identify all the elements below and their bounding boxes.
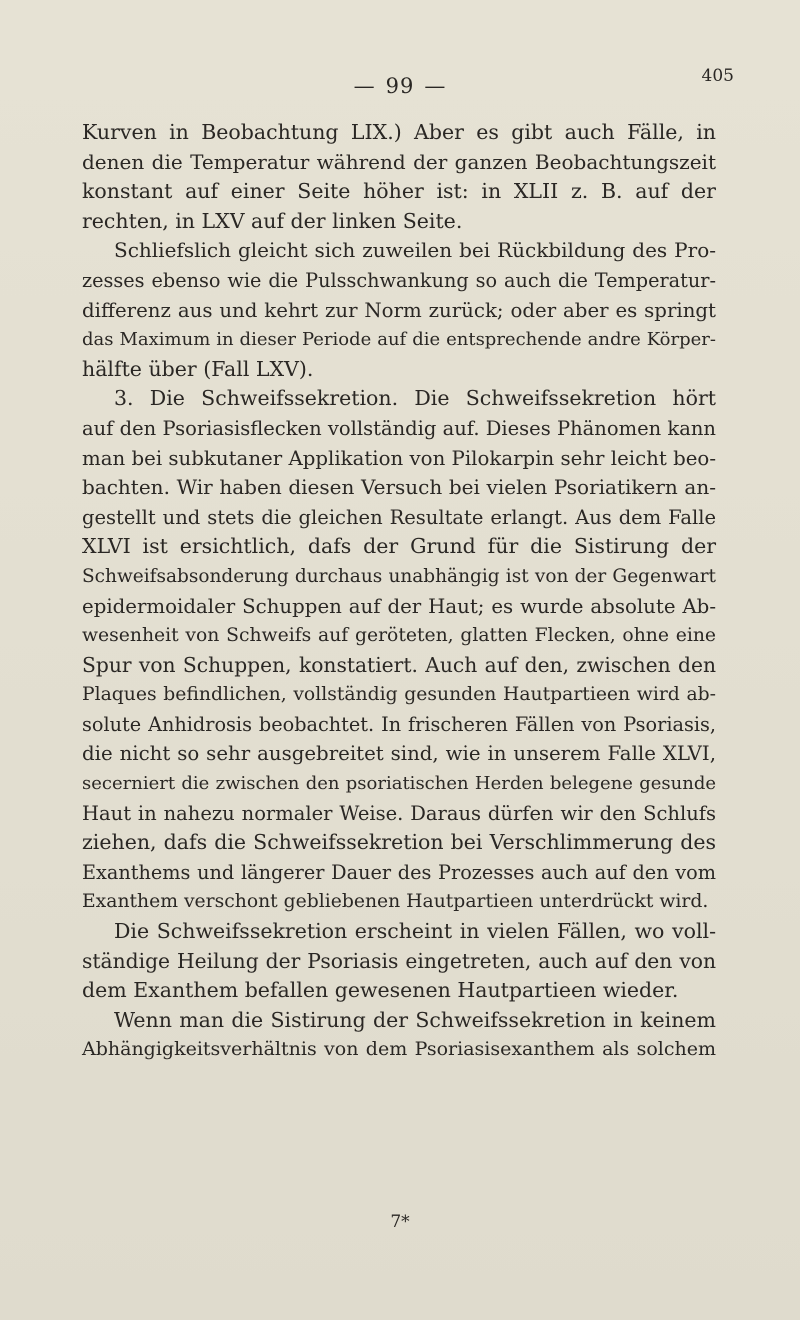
page-number: 99: [385, 74, 415, 98]
text-line: hälfte über (Fall LXV).: [82, 356, 314, 381]
text-line: differenz aus und kehrt zur Norm zurück; oder aber es springt: [82, 298, 716, 322]
text-line: Schliefslich gleicht sich zuweilen bei Rückbildung des Pro-: [114, 238, 716, 263]
text-line: XLVI ist ersichtlich, dafs der Grund für die Sistirung der: [82, 534, 716, 559]
text-line: Die Schweifssekretion erscheint in vielen Fällen, wo voll-: [114, 919, 716, 944]
text-line: wesenheit von Schweifs auf geröteten, glatten Flecken, ohne eine: [82, 625, 716, 647]
text-line: bachten. Wir haben diesen Versuch bei vielen Psoriatikern an-: [82, 475, 716, 500]
leaf-number: 405: [701, 66, 734, 86]
text-line: Haut in nahezu normaler Weise. Daraus dürfen wir den Schlufs: [82, 801, 716, 825]
text-line: auf den Psoriasisflecken vollständig auf. Dieses Phänomen kann: [82, 416, 716, 440]
text-line: zesses ebenso wie die Pulsschwankung so auch die Temperatur-: [82, 268, 716, 292]
text-line: man bei subkutaner Applikation von Pilokarpin sehr leicht beo-: [82, 446, 716, 470]
text-line: Exanthem verschont gebliebenen Hautpartieen unterdrückt wird.: [82, 891, 709, 913]
page-header: — 99 —: [353, 74, 447, 98]
text-line: Wenn man die Sistirung der Schweifssekretion in keinem: [114, 1007, 716, 1032]
text-line: solute Anhidrosis beobachtet. In frischeren Fällen von Psoriasis,: [82, 712, 716, 736]
text-line: das Maximum in dieser Periode auf die entsprechende andre Körper-: [82, 329, 716, 351]
section-heading-line: 3. Die Schweifssekretion. Die Schweifssekretion hört: [114, 386, 716, 411]
text-line: konstant auf einer Seite höher ist: in XLII z. B. auf der: [82, 179, 716, 204]
text-line: dem Exanthem befallen gewesenen Hautpartieen wieder.: [82, 978, 679, 1003]
text-line: gestellt und stets die gleichen Resultate erlangt. Aus dem Falle: [82, 505, 716, 529]
text-line: ziehen, dafs die Schweifssekretion bei Verschlimmerung des: [82, 830, 716, 855]
text-line: Kurven in Beobachtung LIX.) Aber es gibt auch Fälle, in: [82, 120, 716, 144]
text-line: Exanthems und längerer Dauer des Prozesses auch auf den vom: [82, 860, 716, 884]
text-line: die nicht so sehr ausgebreitet sind, wie in unserem Falle XLVI,: [82, 742, 716, 766]
text-line: Abhängigkeitsverhältnis von dem Psoriasisexanthem als solchem: [82, 1038, 716, 1061]
text-line: Spur von Schuppen, konstatiert. Auch auf den, zwischen den: [82, 652, 716, 677]
text-line: secerniert die zwischen den psoriatischen Herden belegene gesunde: [82, 773, 716, 795]
text-line: denen die Temperatur während der ganzen Beobachtungszeit: [82, 149, 716, 174]
text-line: Plaques befindlichen, vollständig gesunden Hautpartieen wird ab-: [82, 684, 716, 706]
signature-mark: 7*: [390, 1212, 410, 1232]
body-text: [82, 118, 716, 1065]
text-line: epidermoidaler Schuppen auf der Haut; es wurde absolute Ab-: [82, 594, 716, 618]
text-line: Schweifsabsonderung durchaus unabhängig ist von der Gegenwart: [82, 565, 716, 587]
text-line: ständige Heilung der Psoriasis eingetreten, auch auf den von: [82, 948, 716, 973]
text-line: rechten, in LXV auf der linken Seite.: [82, 208, 463, 233]
